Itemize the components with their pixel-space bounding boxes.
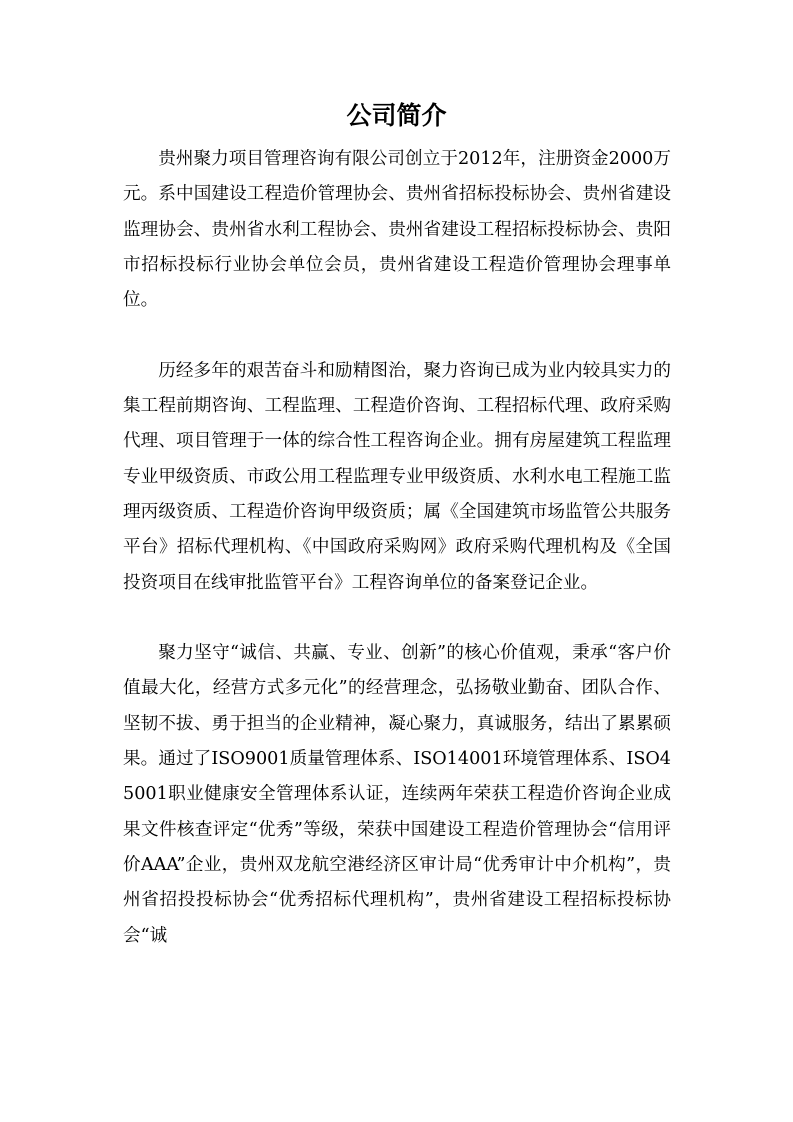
paragraph-2: 历经多年的艰苦奋斗和励精图治，聚力咨询已成为业内较具实力的集工程前期咨询、工程监理、工程造价咨询、工程招标代理、政府采购代理、项目管理于一体的综合性工程咨询企业。拥有房屋建筑工程监理专业甲级资质、市政公用工程监理专业甲级资质、水利水电工程施工监理丙级资质、工程造价咨询甲级资质；属《全国建筑市场监管公共服务平台》招标代理机构、《中国政府采购网》政府采购代理机构及《全国投资项目在线审批监管平台》工程咨询单位的备案登记企业。 [123,360,671,593]
paragraph-3: 聚力坚守“诚信、共赢、专业、创新”的核心价值观，秉承“客户价值最大化，经营方式多元化”的经营理念，弘扬敬业勤奋、团队合作、坚韧不拔、勇于担当的企业精神，凝心聚力，真诚服务，结出了累累硕果。通过了ISO9001质量管理体系、ISO14001环境管理体系、ISO45001职业健康安全管理体系认证，连续两年荣获工程造价咨询企业成果文件核查评定“优秀”等级，荣获中国建设工程造价管理协会“信用评价AAA”企业，贵州双龙航空港经济区审计局“优秀审计中介机构”，贵州省招投投标协会“优秀招标代理机构”，贵州省建设工程招标投标协会“诚 [123,643,671,946]
document-body [123,142,671,989]
paragraph-1: 贵州聚力项目管理咨询有限公司创立于2012年，注册资金2000万元。系中国建设工程造价管理协会、贵州省招标投标协会、贵州省建设监理协会、贵州省水利工程协会、贵州省建设工程招标投标协会、贵阳市招标投标行业协会单位会员，贵州省建设工程造价管理协会理事单位。 [123,149,671,311]
page-title: 公司简介 [346,101,447,130]
